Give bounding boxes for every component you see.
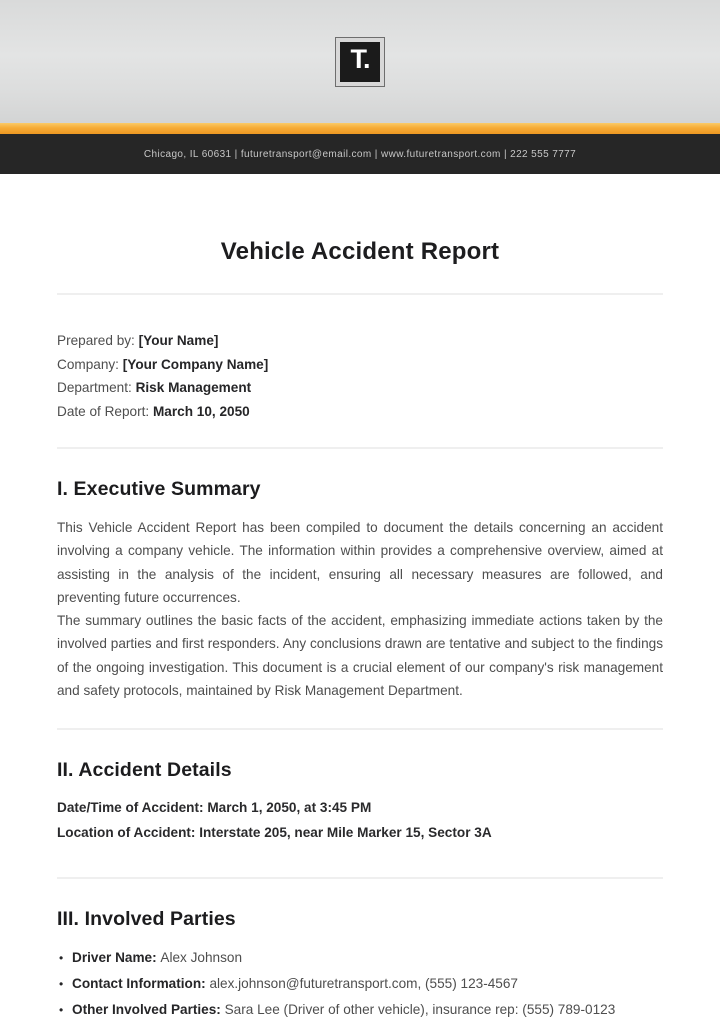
- document-title: Vehicle Accident Report: [220, 238, 500, 265]
- contact-info-line: Chicago, IL 60631 | futuretransport@email.com | www.futuretransport.com | 222 555 7777: [143, 148, 577, 160]
- list-item-contact-information: [57, 971, 663, 997]
- field-label: Driver Name:: [72, 950, 161, 966]
- section-heading-accident-details: II. Accident Details: [57, 759, 232, 782]
- field-value: [Your Name]: [138, 333, 219, 348]
- field-label: Prepared by:: [57, 333, 139, 348]
- prepared-by-block: [57, 329, 663, 423]
- divider: [57, 293, 663, 295]
- letterhead-contact-band: [0, 134, 720, 174]
- section-heading-involved-parties: III. Involved Parties: [57, 908, 236, 931]
- section-heading-executive-summary: I. Executive Summary: [57, 478, 261, 500]
- report-date-row: [57, 400, 663, 424]
- field-label: Company:: [57, 356, 123, 372]
- section-involved-parties: [57, 908, 663, 1023]
- field-label: Other Involved Parties:: [72, 1002, 225, 1018]
- field-value: Sara Lee (Driver of other vehicle), insurance rep: (555) 789-0123: [224, 1002, 616, 1018]
- accident-details-text: [57, 796, 663, 845]
- accent-stripe: [0, 123, 720, 134]
- accident-location-line: Location of Accident: Interstate 205, near Mile Marker 15, Sector 3A: [57, 824, 492, 840]
- section-accident-details: [57, 759, 663, 845]
- list-item-other-involved-parties: [57, 997, 663, 1023]
- involved-parties-list: [57, 945, 663, 1023]
- letterhead: [0, 0, 720, 174]
- department-row: [57, 376, 663, 400]
- company-logo-monogram: T.: [350, 44, 370, 74]
- field-value: Alex Johnson: [160, 950, 243, 966]
- field-value: alex.johnson@futuretransport.com, (555) 123-4567: [209, 976, 518, 992]
- company-row: [57, 353, 663, 377]
- divider: [57, 447, 663, 449]
- company-logo: [336, 38, 384, 86]
- field-value: Risk Management: [135, 380, 252, 395]
- executive-summary-text: [57, 516, 663, 702]
- document-page: [0, 238, 720, 1023]
- divider: [57, 728, 663, 730]
- divider: [57, 877, 663, 879]
- letterhead-gray-band: [0, 0, 720, 123]
- field-value: [Your Company Name]: [122, 356, 269, 372]
- field-label: Department:: [57, 380, 136, 395]
- paragraph: The summary outlines the basic facts of the accident, emphasizing immediate actions taken by the involved parties and first responders. Any conclusions drawn are tentative and subject to the findings of the ongoing investigation. This document is a crucial element of our company's risk management and safety protocols, maintained by Risk Management Department.: [57, 613, 663, 699]
- field-label: Date of Report:: [57, 403, 153, 419]
- field-label: Contact Information:: [72, 976, 210, 992]
- list-item-driver-name: [57, 945, 663, 971]
- prepared-by-row: [57, 329, 663, 353]
- field-value: March 10, 2050: [152, 403, 250, 419]
- paragraph: This Vehicle Accident Report has been compiled to document the details concerning an accident involving a company vehicle. The information within provides a comprehensive overview, aimed at assisting in the analysis of the incident, ensuring all necessary measures are followed, and preventing future occurrences.: [57, 520, 663, 605]
- accident-datetime-line: Date/Time of Accident: March 1, 2050, at 3:45 PM: [57, 800, 372, 816]
- section-executive-summary: [57, 478, 663, 702]
